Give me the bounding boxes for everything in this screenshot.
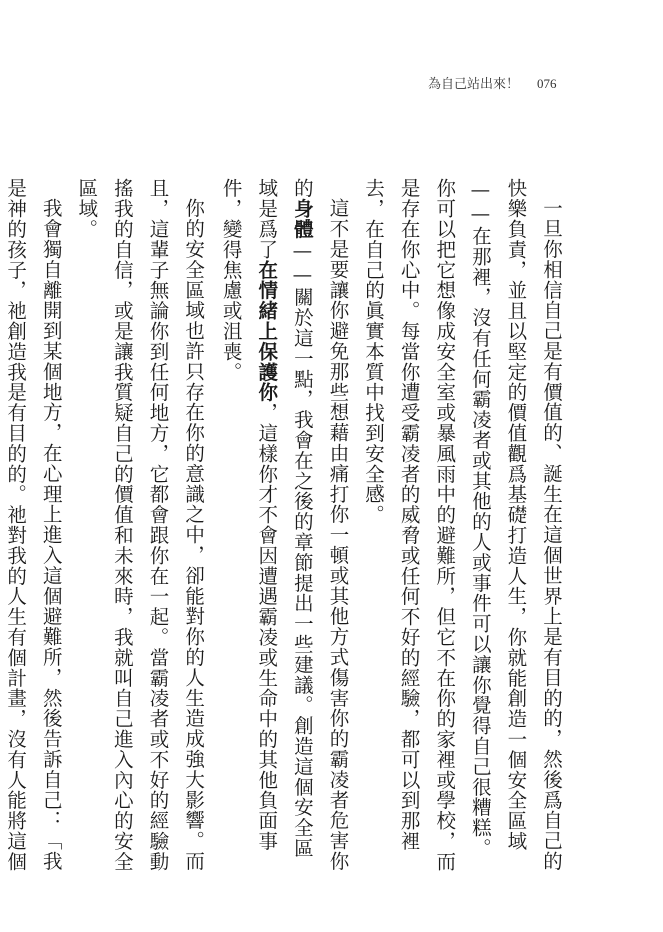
running-header bbox=[428, 73, 557, 92]
page-number: 076 bbox=[537, 76, 557, 91]
paragraph-2-middle: ——關於這一點，我會在之後的章節提出一些建議。創造這個安全區域是爲了 bbox=[255, 178, 314, 859]
paragraph-2-before: 這不是要讓你避免那些想藉由痛打你一頓或其他方式傷害你的霸凌者危害你的 bbox=[290, 178, 350, 871]
emphasis-body: 身體 bbox=[290, 198, 314, 240]
paragraph-2 bbox=[213, 178, 355, 878]
emphasis-emotional-protection: 在情緒上保護你 bbox=[255, 259, 279, 403]
body-text bbox=[0, 178, 569, 878]
paragraph-2-after: ，這樣你才不會因遭遇霸凌或生命中的其他負面事件，變得焦慮或沮喪。 bbox=[219, 178, 279, 852]
paragraph-4: 我會獨自離開到某個地方，在心理上進入這個避難所，然後告訴自己：「我是神的孩子，祂創造我是有目的的。祂對我的人生有個計畫，沒有人能將這個 bbox=[4, 178, 63, 872]
paragraph-3: 你的安全區域也許只存在你的意識之中，卻能對你的人生造成強大影響。而且，這輩子無論你到任何地方，它都會跟你在一起。當霸凌者或不好的經驗動搖我的自信，或是讓我質疑自己的價值和未來時，我就叫自己進入內心的安全區域。 bbox=[75, 178, 206, 872]
paragraph-1: 一旦你相信自己是有價值的、誕生在這個世界上是有目的的，然後爲自己的快樂負責，並且以堅定的價值觀爲基礎打造人生，你就能創造一個安全區域——在那裡，沒有任何霸凌者或其他的人或事件可以讓你覺得自己很糟糕。你可以把它想像成安全室或暴風雨中的避難所，但它不在你的家裡或學校，而是存在你心中。每當你遭受霸凌者的威脅或任何不好的經驗，都可以到那裡去，在自己的眞實本質中找到安全感。 bbox=[362, 178, 563, 872]
running-header-title: 為自己站出來！ bbox=[428, 77, 520, 92]
